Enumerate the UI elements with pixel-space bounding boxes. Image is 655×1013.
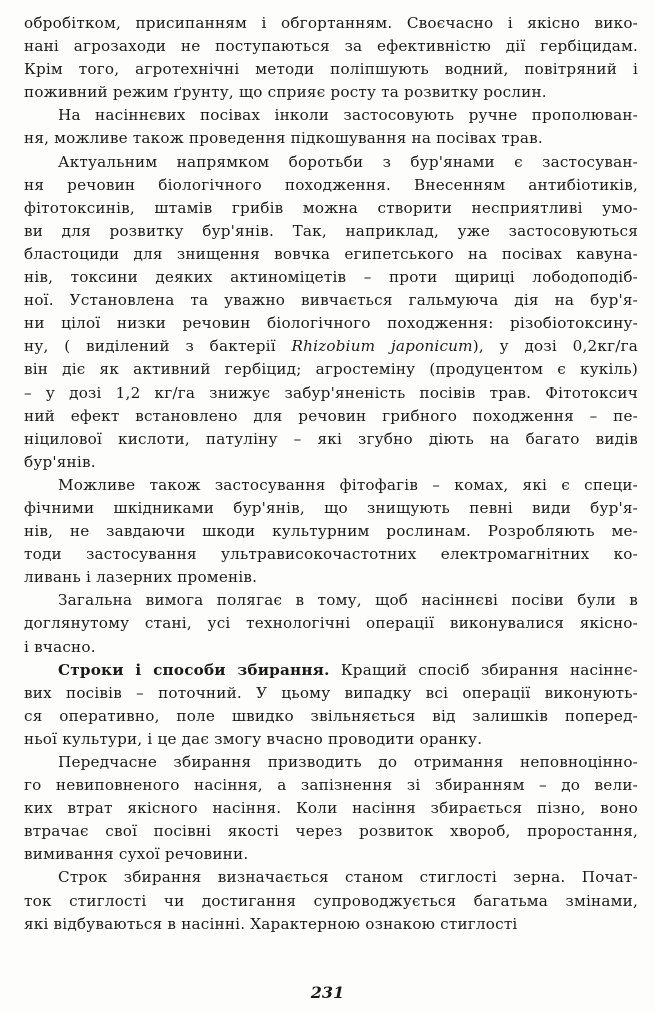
- line-text: Крім того, агротехнічні методи поліпшують водний, повітряний і: [24, 60, 638, 79]
- text-line: [24, 589, 638, 612]
- line-text: ток стиглості чи достигання супроводжується багатьма змінами,: [24, 891, 638, 910]
- line-text: доглянутому стані, усі технологічні операції виконувалися якісно-: [24, 614, 638, 633]
- line-text: Передчасне збирання призводить до отримання неповноцінно-: [58, 753, 638, 771]
- text-line: [24, 520, 638, 543]
- line-text: бластоциди для знищення вовчка египетського на посівах кавуна-: [24, 244, 638, 263]
- line-text: тоди застосування ультрависокочастотних електромагнітних ко-: [24, 545, 638, 564]
- text-line: [24, 81, 638, 104]
- text-line: [24, 312, 638, 335]
- line-text: втрачає свої посівні якості через розвиток хвороб, проростання,: [24, 822, 638, 841]
- text-line: [24, 682, 638, 705]
- text-line: [24, 890, 638, 913]
- line-text: ний ефект встановлено для речовин грибного походження – пе-: [24, 406, 638, 425]
- line-text: Кращий спосіб збирання насіннє-: [329, 660, 638, 679]
- text-line: [24, 104, 638, 127]
- text-line: [24, 612, 638, 635]
- line-text: ливань і лазерних променів.: [24, 568, 258, 587]
- line-text: фічними шкідниками бур'янів, що знищують певні види бур'я-: [24, 498, 638, 517]
- line-text: ня, можливе також проведення підкошування на посівах трав.: [24, 129, 543, 148]
- line-text: ни цілої низки речовин біологічного походження: різобіотоксину-: [24, 314, 638, 333]
- line-text: нані агрозаходи не поступаються за ефективністю дії гербіцидам.: [24, 37, 638, 56]
- text-line: [24, 428, 638, 451]
- text-line: [24, 566, 638, 589]
- text-line: [24, 866, 638, 889]
- text-line: [24, 636, 638, 659]
- page-number: 231: [310, 983, 345, 1002]
- line-text: він діє як активний гербіцид; агростеміну (продуцентом є кукіль): [24, 360, 638, 379]
- text-line: [24, 405, 638, 428]
- line-text: вимивання сухої речовини.: [24, 845, 249, 864]
- text-line: [24, 659, 638, 682]
- page-body-text: [24, 12, 638, 936]
- text-line: [24, 58, 638, 81]
- line-text: фітотоксинів, штамів грибів можна створити несприятливі умо-: [24, 198, 638, 217]
- line-text: бур'янів.: [24, 452, 96, 471]
- text-line: [24, 289, 638, 312]
- section-heading: Строки і способи збирання.: [58, 660, 330, 679]
- text-line: [24, 174, 638, 197]
- text-line: [24, 335, 638, 358]
- text-line: [24, 751, 638, 774]
- line-text: Можливе також застосування фітофагів – комах, які є специ-: [58, 475, 638, 494]
- line-text: Загальна вимога полягає в тому, щоб насіннєві посіви були в: [58, 591, 638, 610]
- text-line: [24, 705, 638, 728]
- text-line: [24, 35, 638, 58]
- text-line: [24, 451, 638, 474]
- text-line: [24, 358, 638, 381]
- line-text: Актуальним напрямком боротьби з бур'янами є застосуван-: [58, 152, 638, 171]
- line-text: поживний режим ґрунту, що сприяє росту та розвитку рослин.: [24, 83, 547, 102]
- line-text: Строк збирання визначається станом стиглості зерна. Почат-: [58, 868, 638, 887]
- line-text: ких втрат якісного насіння. Коли насіння збирається пізно, воно: [24, 799, 638, 818]
- line-text: го невиповненого насіння, а запізнення зі збиранням – до вели-: [24, 776, 638, 795]
- line-text: ньої культури, і це дає змогу вчасно проводити оранку.: [24, 729, 483, 748]
- species-name: Rhizobium japonicum: [291, 337, 473, 356]
- text-line: [24, 728, 638, 751]
- text-line: [24, 220, 638, 243]
- text-line: [24, 497, 638, 520]
- line-text: вих посівів – поточний. У цьому випадку всі операції виконують-: [24, 683, 638, 702]
- line-text: які відбуваються в насінні. Характерною ознакою стиглості: [24, 914, 518, 933]
- line-text: нів, токсини деяких актиноміцетів – проти щириці лободоподіб-: [24, 268, 638, 287]
- text-line: [24, 774, 638, 797]
- text-line: [24, 843, 638, 866]
- line-text: нів, не завдаючи шкоди культурним рослинам. Розробляють ме-: [24, 522, 638, 541]
- text-line: [24, 820, 638, 843]
- text-line: [24, 197, 638, 220]
- text-line: [24, 266, 638, 289]
- line-text-after: ), у дозі 0,2кг/га: [472, 337, 638, 356]
- line-text: і вчасно.: [24, 637, 96, 656]
- line-text: ня речовин біологічного походження. Внесенням антибіотиків,: [24, 175, 638, 194]
- text-line: [24, 797, 638, 820]
- text-line: [24, 243, 638, 266]
- text-line: [24, 382, 638, 405]
- line-text: ної. Установлена та уважно вивчається гальмуюча дія на бур'я-: [24, 291, 638, 310]
- line-text: обробітком, присипанням і обгортанням. Своєчасно і якісно вико-: [24, 14, 638, 32]
- line-text: – у дозі 1,2 кг/га знижує забур'яненість посівів трав. Фітотоксич: [24, 383, 638, 402]
- line-text: На насіннєвих посівах інколи застосовують ручне прополюван-: [58, 106, 638, 125]
- line-text: ся оперативно, поле швидко звільняється від залишків поперед-: [24, 706, 638, 725]
- text-line: [24, 474, 638, 497]
- line-text: ніцилової кислоти, патуліну – які згубно діють на багато видів: [24, 429, 638, 448]
- text-line: [24, 127, 638, 150]
- text-line: [24, 913, 638, 936]
- line-text: ви для розвитку бур'янів. Так, наприклад, уже застосовуються: [24, 221, 638, 240]
- text-line: [24, 543, 638, 566]
- text-line: [24, 151, 638, 174]
- line-text: ну, ( виділений з бактерії: [24, 337, 292, 356]
- text-line: [24, 12, 638, 35]
